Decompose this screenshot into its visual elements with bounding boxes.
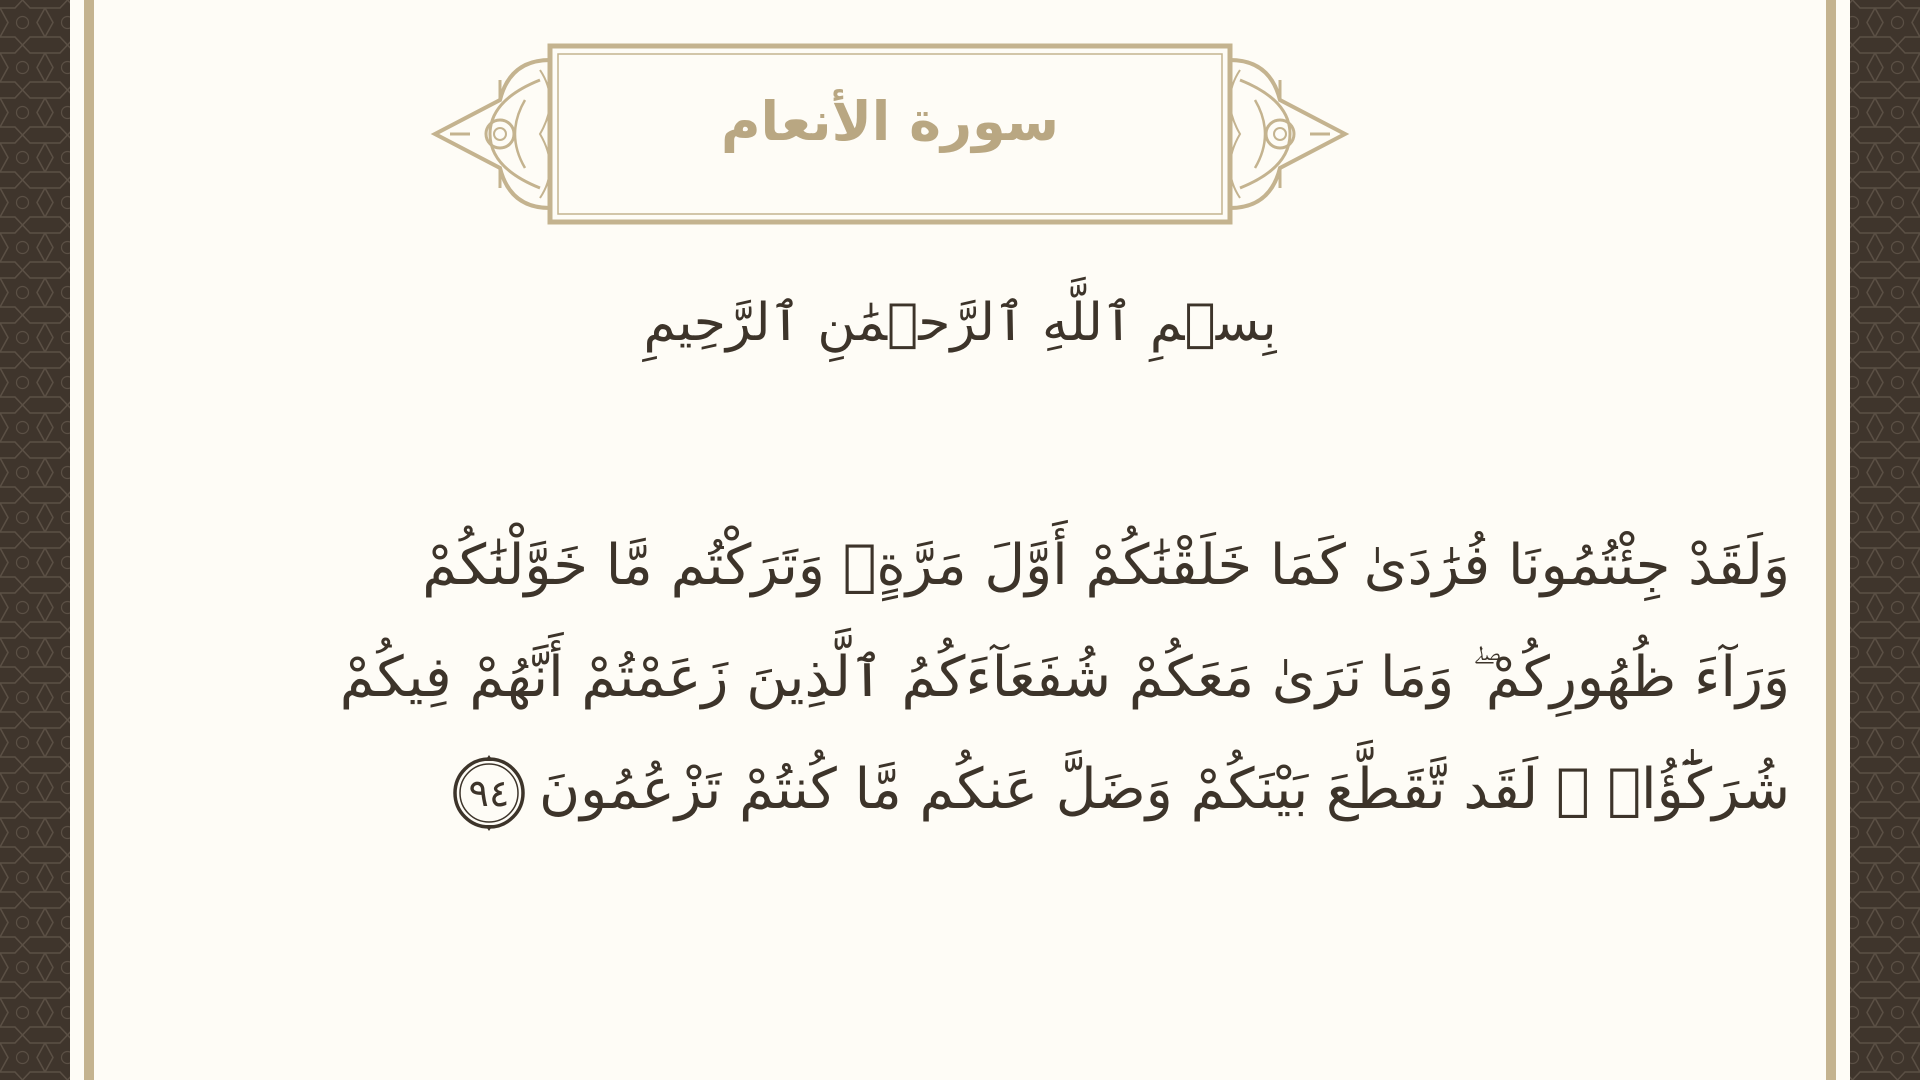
surah-title: سورة الأنعام — [720, 90, 1060, 153]
surah-header-banner — [430, 40, 1350, 228]
basmala: بِسۡمِ ٱللَّهِ ٱلرَّحۡمَٰنِ ٱلرَّحِيمِ — [643, 293, 1277, 353]
ayah-line-text: شُرَكَٰٓؤُا۟ ۚ لَقَد تَّقَطَّعَ بَيْنَكُمْ وَضَلَّ عَنكُم مَّا كُنتُمْ تَزْعُمُونَ — [538, 757, 1790, 822]
right-gold-rule — [1826, 0, 1836, 1080]
ayah-end-marker — [449, 753, 529, 833]
ayah-number: ٩٤ — [468, 770, 510, 815]
left-gold-rule — [84, 0, 94, 1080]
ayah-line — [150, 734, 1790, 846]
ayah-line: وَلَقَدْ جِئْتُمُونَا فُرَٰدَىٰ كَمَا خَلَقْنَٰكُمْ أَوَّلَ مَرَّةٍۢ وَتَرَكْتُم مَّا خَوَّلْنَٰكُمْ — [422, 533, 1790, 598]
ayah-line: وَرَآءَ ظُهُورِكُمْ ۖ وَمَا نَرَىٰ مَعَكُمْ شُفَعَآءَكُمُ ٱلَّذِينَ زَعَمْتُمْ أَنَّهُمْ فِيكُمْ — [339, 645, 1790, 710]
ayah-text — [150, 510, 1790, 846]
